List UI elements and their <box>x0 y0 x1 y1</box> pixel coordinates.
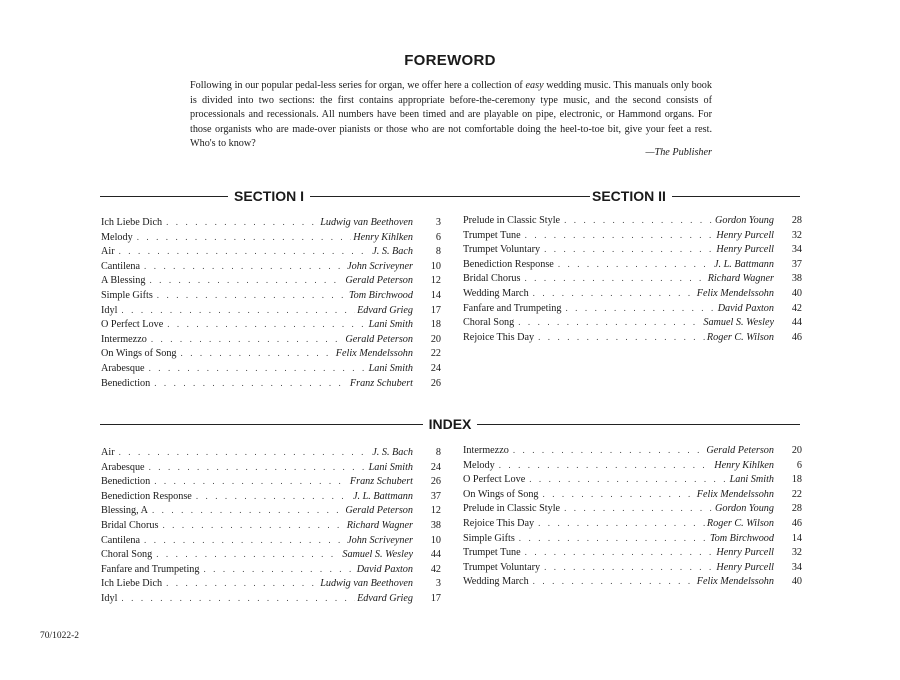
toc-entry-page: 37 <box>430 490 441 502</box>
toc-entry-composer: David Paxton <box>356 563 413 575</box>
toc-entry <box>463 257 802 272</box>
toc-entry-page: 28 <box>791 215 802 226</box>
page-title: FOREWORD <box>404 52 496 69</box>
toc-entry-title: Choral Song <box>101 549 153 561</box>
toc-entry-composer: Gordon Young <box>715 503 774 515</box>
dot-leader <box>152 503 343 518</box>
dot-leader <box>538 516 705 531</box>
dot-leader <box>565 301 715 316</box>
toc-entry <box>463 516 802 531</box>
foreword-signature: —The Publisher <box>645 147 712 158</box>
foreword-text-after: wedding music. This manuals only book is divided into two sections: the first contains appropriate before-the-ceremony type music, and the second consists of processionals and recessionals. All numbers have been timed and are playable on pipe, electronic, or Hammond organs. For those organists who are made-over pianists or those who are not comfortable doing the heel-to-toe bit, give your feet a rest. Who's to know? <box>190 80 712 149</box>
toc-entry-page: 18 <box>430 319 441 331</box>
toc-entry <box>101 576 441 591</box>
toc-entry-title: Bridal Chorus <box>101 519 159 531</box>
dot-leader <box>525 228 715 243</box>
dot-leader <box>157 288 347 303</box>
toc-entry-page: 18 <box>791 474 802 486</box>
toc-entry <box>463 458 802 473</box>
section-two-list <box>463 213 802 344</box>
toc-entry-page: 44 <box>791 317 802 329</box>
dot-leader <box>564 501 713 516</box>
toc-entry-page: 20 <box>791 445 802 456</box>
dot-leader <box>203 562 354 577</box>
dot-leader <box>151 332 344 347</box>
toc-entry-page: 42 <box>430 563 441 575</box>
toc-entry-title: Idyl <box>101 304 118 316</box>
toc-entry-page: 42 <box>791 302 802 314</box>
toc-entry-title: Benediction <box>101 476 151 488</box>
toc-entry-composer: Gerald Peterson <box>345 275 413 287</box>
toc-entry-composer: Tom Birchwood <box>348 289 413 301</box>
toc-entry-page: 10 <box>430 260 441 272</box>
dot-leader <box>149 273 343 288</box>
toc-entry-page: 46 <box>791 331 802 343</box>
dot-leader <box>518 315 701 330</box>
toc-entry <box>463 501 802 516</box>
toc-entry-page: 12 <box>430 275 441 287</box>
toc-entry-page: 32 <box>791 547 802 559</box>
dot-leader <box>121 303 355 318</box>
dot-leader <box>544 242 714 257</box>
toc-entry-title: Benediction Response <box>463 258 554 270</box>
dot-leader <box>529 472 727 487</box>
heading-rule-line <box>477 424 800 425</box>
toc-entry-title: Fanfare and Trumpeting <box>101 563 200 575</box>
toc-entry <box>101 503 441 518</box>
toc-entry-page: 32 <box>791 229 802 241</box>
heading-rule-line <box>310 196 590 197</box>
toc-entry-page: 10 <box>430 534 441 546</box>
toc-entry-page: 12 <box>430 505 441 517</box>
toc-entry-composer: Henry Purcell <box>716 244 774 256</box>
toc-entry <box>101 259 441 274</box>
toc-entry-composer: David Paxton <box>717 302 774 314</box>
dot-leader <box>166 215 318 230</box>
toc-entry <box>101 317 441 332</box>
toc-entry-title: Arabesque <box>101 461 145 473</box>
toc-entry-title: O Perfect Love <box>101 319 164 331</box>
dot-leader <box>513 443 705 458</box>
index-right-list <box>463 443 802 589</box>
heading-rule-line <box>672 196 800 197</box>
toc-entry-composer: Henry Kihlken <box>714 459 774 471</box>
toc-entry-title: Intermezzo <box>463 445 509 456</box>
toc-entry-page: 46 <box>791 517 802 529</box>
dot-leader <box>519 531 708 546</box>
toc-entry-composer: Samuel S. Wesley <box>703 317 774 329</box>
toc-entry-title: Intermezzo <box>101 333 147 345</box>
toc-entry-title: Bridal Chorus <box>463 273 521 285</box>
section-two-heading-rule <box>588 186 800 206</box>
toc-entry-title: Choral Song <box>463 317 515 329</box>
toc-entry-title: Simple Gifts <box>101 289 153 301</box>
toc-entry-composer: Felix Mendelssohn <box>335 348 413 360</box>
toc-entry <box>101 230 441 245</box>
toc-entry-page: 22 <box>430 348 441 360</box>
toc-entry-page: 22 <box>791 488 802 500</box>
toc-entry-title: Arabesque <box>101 362 145 374</box>
heading-rule-line <box>100 196 228 197</box>
toc-entry-title: Melody <box>463 459 495 471</box>
toc-entry <box>463 315 802 330</box>
toc-entry-composer: Gerald Peterson <box>706 445 774 456</box>
index-heading-rule <box>100 414 800 434</box>
toc-entry-composer: Felix Mendelssohn <box>696 287 774 299</box>
toc-entry-composer: Lani Smith <box>729 474 774 486</box>
dot-leader <box>162 518 344 533</box>
foreword-emphasis: easy <box>525 80 544 91</box>
toc-entry-page: 3 <box>435 217 441 228</box>
toc-entry-title: Air <box>101 447 115 458</box>
toc-entry-title: Rejoice This Day <box>463 331 535 343</box>
toc-entry-composer: Richard Wagner <box>707 273 774 285</box>
toc-entry <box>101 303 441 318</box>
dot-leader <box>525 545 715 560</box>
toc-entry <box>463 301 802 316</box>
toc-entry-page: 38 <box>430 519 441 531</box>
toc-entry-title: Benediction Response <box>101 490 192 502</box>
toc-entry <box>463 560 802 575</box>
toc-entry-title: Trumpet Tune <box>463 229 521 241</box>
toc-entry <box>463 574 802 589</box>
toc-entry-page: 38 <box>791 273 802 285</box>
toc-entry-title: Trumpet Voluntary <box>463 561 541 573</box>
toc-entry-page: 3 <box>435 578 441 590</box>
toc-entry <box>101 489 441 504</box>
toc-entry <box>463 330 802 345</box>
section-two-heading: SECTION II <box>592 188 666 204</box>
dot-leader <box>166 576 318 591</box>
toc-entry-composer: Tom Birchwood <box>709 532 774 544</box>
toc-entry-page: 20 <box>430 333 441 345</box>
toc-entry-title: Simple Gifts <box>463 532 515 544</box>
dot-leader <box>181 346 334 361</box>
toc-entry-composer: J. L. Battmann <box>714 258 774 270</box>
section-one-heading: SECTION I <box>234 188 305 204</box>
dot-leader <box>137 230 352 245</box>
foreword-paragraph <box>190 79 712 152</box>
dot-leader <box>149 361 367 376</box>
toc-entry-page: 17 <box>430 304 441 316</box>
toc-entry-page: 24 <box>430 362 441 374</box>
toc-entry-page: 6 <box>435 231 441 243</box>
toc-entry-composer: Felix Mendelssohn <box>696 576 774 588</box>
toc-entry-title: Trumpet Voluntary <box>463 244 541 256</box>
toc-entry-page: 34 <box>791 244 802 256</box>
index-heading: INDEX <box>428 416 472 432</box>
toc-entry-page: 40 <box>791 287 802 299</box>
toc-entry-page: 24 <box>430 461 441 473</box>
dot-leader <box>538 330 705 345</box>
dot-leader <box>196 489 351 504</box>
toc-entry-title: Ich Liebe Dich <box>101 578 163 590</box>
toc-entry-composer: Edvard Grieg <box>357 592 413 604</box>
toc-entry <box>101 273 441 288</box>
toc-entry <box>101 376 441 391</box>
toc-entry-composer: Lani Smith <box>368 362 413 374</box>
toc-entry <box>101 460 441 475</box>
toc-entry <box>463 271 802 286</box>
toc-entry-page: 34 <box>791 561 802 573</box>
toc-entry <box>101 533 441 548</box>
toc-entry-composer: J. S. Bach <box>372 447 413 458</box>
toc-entry <box>101 445 441 460</box>
toc-entry-composer: Felix Mendelssohn <box>696 488 774 500</box>
foreword-text-before: Following in our popular pedal-less series for organ, we offer here a collection of <box>190 80 526 91</box>
toc-entry-composer: Gordon Young <box>715 215 774 226</box>
toc-entry <box>463 472 802 487</box>
toc-entry-composer: Franz Schubert <box>349 476 413 488</box>
heading-rule-line <box>100 424 423 425</box>
toc-entry <box>101 474 441 489</box>
toc-entry <box>463 242 802 257</box>
toc-entry-title: Wedding March <box>463 576 529 588</box>
dot-leader <box>543 487 695 502</box>
toc-entry-composer: Franz Schubert <box>349 377 413 389</box>
toc-entry <box>101 332 441 347</box>
toc-entry <box>463 531 802 546</box>
toc-entry-composer: Ludwig van Beethoven <box>320 578 413 590</box>
toc-entry-page: 6 <box>796 459 802 471</box>
toc-entry-title: Idyl <box>101 592 118 604</box>
catalog-code: 70/1022-2 <box>40 631 80 641</box>
toc-entry-composer: Henry Purcell <box>716 547 774 559</box>
toc-entry-composer: Lani Smith <box>368 461 413 473</box>
toc-entry <box>101 547 441 562</box>
toc-entry-title: Cantilena <box>101 534 141 546</box>
toc-entry-title: Prelude in Classic Style <box>463 215 561 226</box>
dot-leader <box>149 460 367 475</box>
toc-entry-title: Fanfare and Trumpeting <box>463 302 562 314</box>
toc-entry-title: Rejoice This Day <box>463 517 535 529</box>
dot-leader <box>558 257 712 272</box>
toc-entry <box>101 288 441 303</box>
dot-leader <box>499 458 713 473</box>
dot-leader <box>121 591 355 606</box>
toc-entry-page: 26 <box>430 476 441 488</box>
toc-entry <box>101 361 441 376</box>
toc-entry-composer: Samuel S. Wesley <box>342 549 413 561</box>
toc-entry-page: 14 <box>430 289 441 301</box>
toc-entry-page: 8 <box>435 447 441 458</box>
toc-entry-composer: J. S. Bach <box>372 246 413 258</box>
section-one-heading-rule <box>100 186 590 206</box>
toc-entry-page: 40 <box>791 576 802 588</box>
toc-entry <box>463 545 802 560</box>
dot-leader <box>564 213 713 228</box>
dot-leader <box>154 376 348 391</box>
toc-entry-page: 8 <box>435 246 441 258</box>
dot-leader <box>156 547 340 562</box>
toc-entry <box>101 244 441 259</box>
toc-entry-title: Ich Liebe Dich <box>101 217 163 228</box>
toc-entry-page: 44 <box>430 549 441 561</box>
toc-entry-composer: Lani Smith <box>368 319 413 331</box>
toc-entry <box>463 286 802 301</box>
toc-entry-title: Prelude in Classic Style <box>463 503 561 515</box>
toc-entry-composer: John Scriveyner <box>347 534 413 546</box>
section-one-list <box>101 215 441 390</box>
dot-leader <box>119 244 371 259</box>
toc-entry <box>101 562 441 577</box>
toc-entry <box>463 487 802 502</box>
toc-entry <box>101 215 441 230</box>
toc-entry <box>463 213 802 228</box>
dot-leader <box>544 560 714 575</box>
dot-leader <box>533 286 695 301</box>
toc-entry-page: 14 <box>791 532 802 544</box>
dot-leader <box>144 259 345 274</box>
toc-entry-composer: Henry Purcell <box>716 561 774 573</box>
toc-entry-title: Wedding March <box>463 287 529 299</box>
toc-entry-composer: John Scriveyner <box>347 260 413 272</box>
toc-entry-title: Trumpet Tune <box>463 547 521 559</box>
toc-entry-title: A Blessing <box>101 275 146 287</box>
dot-leader <box>167 317 366 332</box>
toc-entry-title: Benediction <box>101 377 151 389</box>
dot-leader <box>533 574 695 589</box>
dot-leader <box>119 445 371 460</box>
dot-leader <box>524 271 705 286</box>
toc-entry-title: Blessing, A <box>101 505 148 517</box>
toc-entry-page: 17 <box>430 592 441 604</box>
dot-leader <box>144 533 345 548</box>
toc-entry-composer: Roger C. Wilson <box>706 331 774 343</box>
toc-entry <box>101 346 441 361</box>
toc-entry-page: 37 <box>791 258 802 270</box>
toc-entry-composer: Edvard Grieg <box>357 304 413 316</box>
toc-entry <box>101 518 441 533</box>
toc-entry <box>101 591 441 606</box>
toc-entry-title: O Perfect Love <box>463 474 526 486</box>
toc-entry <box>463 228 802 243</box>
toc-entry-title: Cantilena <box>101 260 141 272</box>
toc-entry-title: On Wings of Song <box>101 348 177 360</box>
toc-entry-composer: Ludwig van Beethoven <box>320 217 413 228</box>
toc-entry-composer: Henry Kihlken <box>353 231 413 243</box>
dot-leader <box>154 474 348 489</box>
toc-entry-composer: Roger C. Wilson <box>706 517 774 529</box>
toc-entry-composer: Henry Purcell <box>716 229 774 241</box>
toc-entry-title: Air <box>101 246 115 258</box>
toc-entry-page: 28 <box>791 503 802 515</box>
toc-entry-composer: Gerald Peterson <box>345 333 413 345</box>
toc-entry-title: On Wings of Song <box>463 488 539 500</box>
index-left-list <box>101 445 441 606</box>
toc-entry-composer: Gerald Peterson <box>345 505 413 517</box>
toc-entry-composer: Richard Wagner <box>346 519 413 531</box>
toc-entry-title: Melody <box>101 231 133 243</box>
toc-entry <box>463 443 802 458</box>
toc-entry-page: 26 <box>430 377 441 389</box>
toc-entry-composer: J. L. Battmann <box>353 490 413 502</box>
